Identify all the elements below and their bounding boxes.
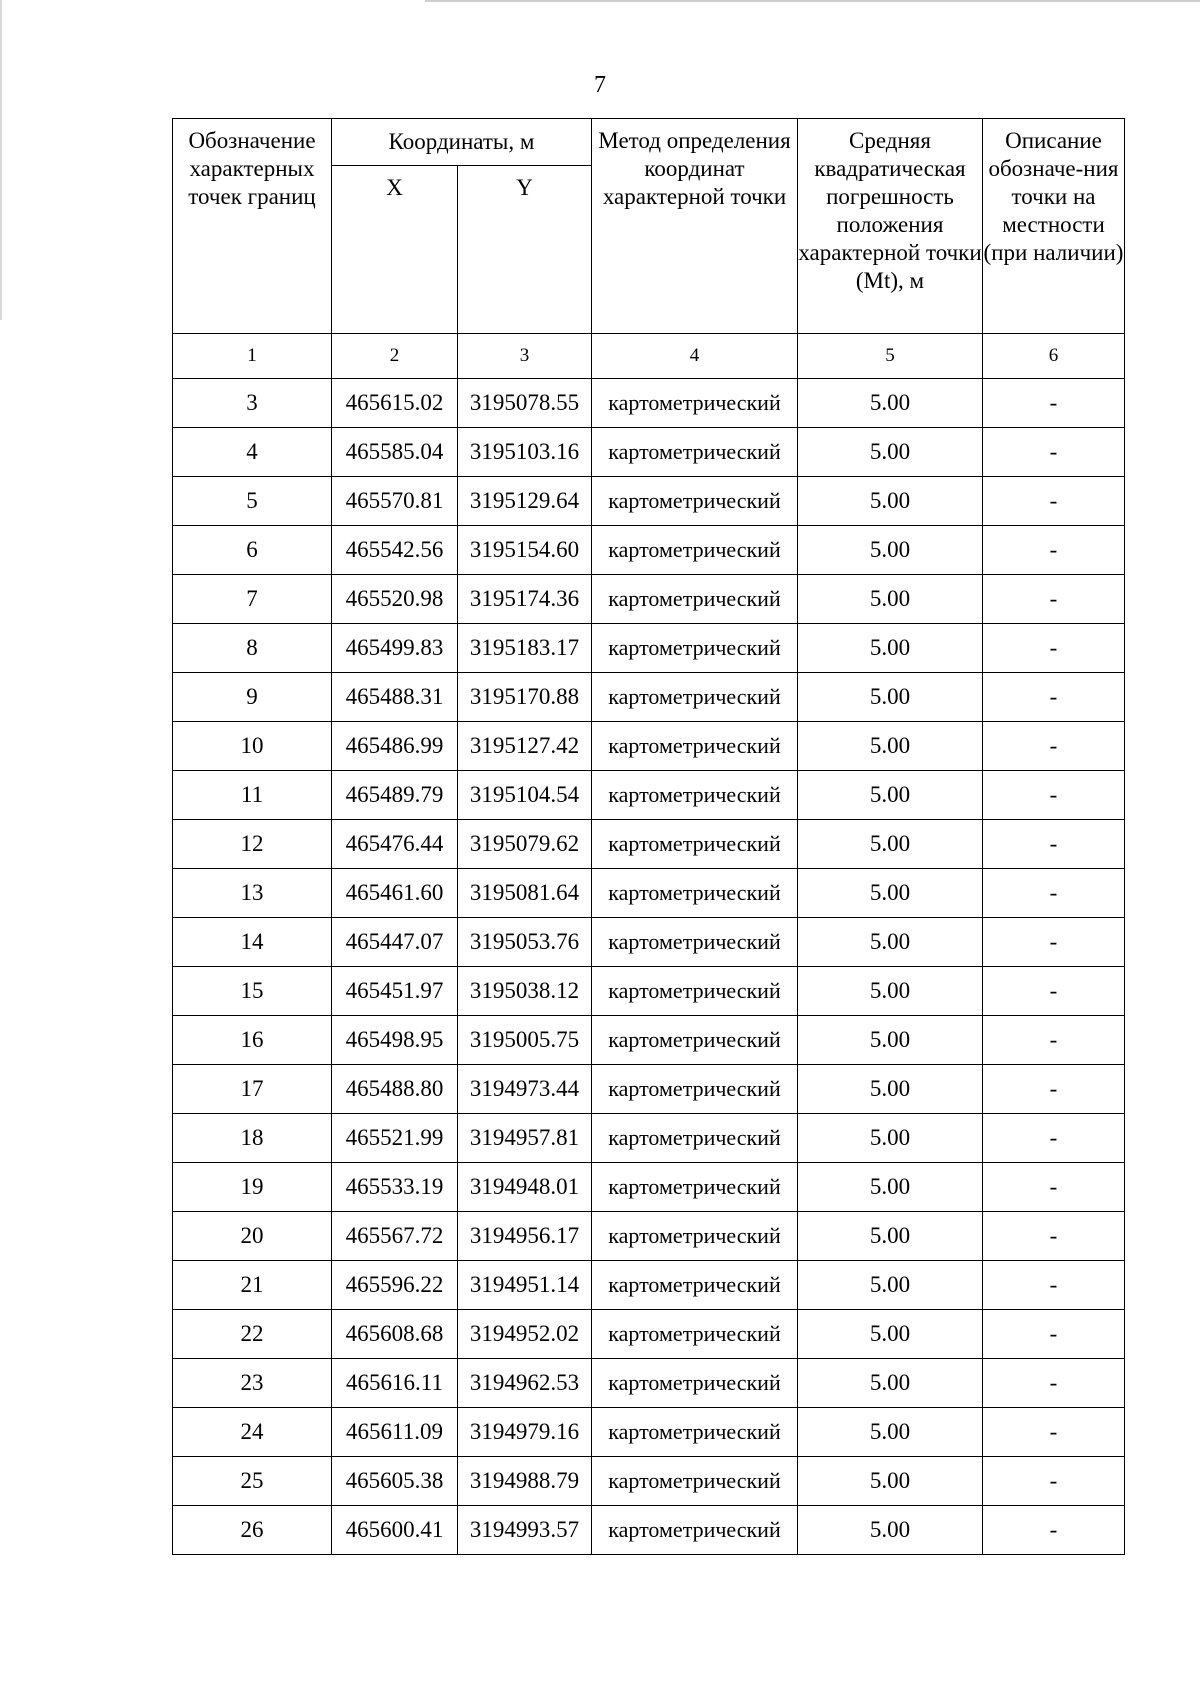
method-cell: картометрический [592,673,798,722]
scan-edge-top [425,0,1200,2]
x-cell: 465520.98 [332,575,458,624]
description-cell: - [983,820,1125,869]
table-row [173,1310,1125,1359]
method-cell: картометрический [592,1114,798,1163]
description-cell: - [983,1114,1125,1163]
error-cell: 5.00 [798,1016,983,1065]
header-method: Метод определения координат характерной точки [592,119,798,334]
error-cell: 5.00 [798,771,983,820]
y-cell: 3195103.16 [458,428,592,477]
table-row [173,820,1125,869]
x-cell: 465608.68 [332,1310,458,1359]
table-row [173,1065,1125,1114]
x-cell: 465486.99 [332,722,458,771]
error-cell: 5.00 [798,967,983,1016]
table-row [173,1163,1125,1212]
x-cell: 465476.44 [332,820,458,869]
error-cell: 5.00 [798,820,983,869]
x-cell: 465616.11 [332,1359,458,1408]
description-cell: - [983,918,1125,967]
description-cell: - [983,967,1125,1016]
x-cell: 465489.79 [332,771,458,820]
table-row [173,1359,1125,1408]
error-cell: 5.00 [798,1114,983,1163]
header-x: X [332,166,458,334]
error-cell: 5.00 [798,722,983,771]
column-number: 6 [983,334,1125,379]
table-row [173,1408,1125,1457]
method-cell: картометрический [592,526,798,575]
x-cell: 465605.38 [332,1457,458,1506]
x-cell: 465533.19 [332,1163,458,1212]
point-cell: 24 [173,1408,332,1457]
method-cell: картометрический [592,869,798,918]
error-cell: 5.00 [798,1065,983,1114]
table-row [173,967,1125,1016]
description-cell: - [983,1016,1125,1065]
x-cell: 465596.22 [332,1261,458,1310]
x-cell: 465499.83 [332,624,458,673]
point-cell: 6 [173,526,332,575]
error-cell: 5.00 [798,477,983,526]
method-cell: картометрический [592,771,798,820]
error-cell: 5.00 [798,1506,983,1555]
point-cell: 11 [173,771,332,820]
method-cell: картометрический [592,1261,798,1310]
error-cell: 5.00 [798,1408,983,1457]
description-cell: - [983,428,1125,477]
y-cell: 3195005.75 [458,1016,592,1065]
point-cell: 18 [173,1114,332,1163]
point-cell: 10 [173,722,332,771]
column-number: 3 [458,334,592,379]
point-cell: 7 [173,575,332,624]
point-cell: 17 [173,1065,332,1114]
table-row [173,575,1125,624]
error-cell: 5.00 [798,1163,983,1212]
point-cell: 5 [173,477,332,526]
table-row [173,1261,1125,1310]
header-description: Описание обозначе-ния точки на местности (при наличии) [983,119,1125,334]
y-cell: 3194948.01 [458,1163,592,1212]
table-row [173,1506,1125,1555]
method-cell: картометрический [592,624,798,673]
x-cell: 465447.07 [332,918,458,967]
point-cell: 25 [173,1457,332,1506]
method-cell: картометрический [592,1163,798,1212]
point-cell: 21 [173,1261,332,1310]
method-cell: картометрический [592,1212,798,1261]
y-cell: 3194979.16 [458,1408,592,1457]
error-cell: 5.00 [798,624,983,673]
method-cell: картометрический [592,1408,798,1457]
table-row [173,379,1125,428]
y-cell: 3195127.42 [458,722,592,771]
table-row [173,918,1125,967]
method-cell: картометрический [592,967,798,1016]
point-cell: 19 [173,1163,332,1212]
point-cell: 8 [173,624,332,673]
x-cell: 465585.04 [332,428,458,477]
point-cell: 20 [173,1212,332,1261]
point-cell: 4 [173,428,332,477]
description-cell: - [983,477,1125,526]
x-cell: 465488.31 [332,673,458,722]
point-cell: 23 [173,1359,332,1408]
point-cell: 13 [173,869,332,918]
y-cell: 3195053.76 [458,918,592,967]
x-cell: 465611.09 [332,1408,458,1457]
error-cell: 5.00 [798,575,983,624]
description-cell: - [983,1261,1125,1310]
y-cell: 3194952.02 [458,1310,592,1359]
error-cell: 5.00 [798,1359,983,1408]
description-cell: - [983,673,1125,722]
description-cell: - [983,1065,1125,1114]
table-row [173,624,1125,673]
column-number: 5 [798,334,983,379]
scan-edge-left [0,0,2,320]
y-cell: 3195129.64 [458,477,592,526]
point-cell: 3 [173,379,332,428]
header-error: Средняя квадратическая погрешность положения характерной точки (Mt), м [798,119,983,334]
x-cell: 465542.56 [332,526,458,575]
table-row [173,428,1125,477]
error-cell: 5.00 [798,1261,983,1310]
x-cell: 465461.60 [332,869,458,918]
y-cell: 3194973.44 [458,1065,592,1114]
x-cell: 465615.02 [332,379,458,428]
table-row [173,722,1125,771]
header-point: Обозначение характерных точек границ [173,119,332,334]
method-cell: картометрический [592,477,798,526]
header-y: Y [458,166,592,334]
y-cell: 3195154.60 [458,526,592,575]
table-row [173,526,1125,575]
description-cell: - [983,1408,1125,1457]
error-cell: 5.00 [798,869,983,918]
y-cell: 3195104.54 [458,771,592,820]
x-cell: 465570.81 [332,477,458,526]
column-number: 2 [332,334,458,379]
error-cell: 5.00 [798,918,983,967]
table-row [173,477,1125,526]
description-cell: - [983,624,1125,673]
point-cell: 12 [173,820,332,869]
method-cell: картометрический [592,1310,798,1359]
method-cell: картометрический [592,820,798,869]
x-cell: 465488.80 [332,1065,458,1114]
description-cell: - [983,1310,1125,1359]
column-number: 4 [592,334,798,379]
table-row [173,673,1125,722]
header-coordinates: Координаты, м [332,119,592,166]
description-cell: - [983,771,1125,820]
method-cell: картометрический [592,1457,798,1506]
error-cell: 5.00 [798,1457,983,1506]
boundary-points-table [172,118,1125,1555]
table-body [173,379,1125,1555]
y-cell: 3195038.12 [458,967,592,1016]
description-cell: - [983,1163,1125,1212]
method-cell: картометрический [592,428,798,477]
x-cell: 465600.41 [332,1506,458,1555]
column-number-row [173,334,1125,379]
description-cell: - [983,379,1125,428]
error-cell: 5.00 [798,428,983,477]
x-cell: 465521.99 [332,1114,458,1163]
method-cell: картометрический [592,1359,798,1408]
x-cell: 465498.95 [332,1016,458,1065]
table-row [173,771,1125,820]
table-row [173,869,1125,918]
point-cell: 14 [173,918,332,967]
error-cell: 5.00 [798,526,983,575]
method-cell: картометрический [592,1065,798,1114]
table-row [173,1114,1125,1163]
y-cell: 3195170.88 [458,673,592,722]
y-cell: 3195183.17 [458,624,592,673]
point-cell: 9 [173,673,332,722]
point-cell: 15 [173,967,332,1016]
y-cell: 3194957.81 [458,1114,592,1163]
point-cell: 22 [173,1310,332,1359]
method-cell: картометрический [592,575,798,624]
x-cell: 465567.72 [332,1212,458,1261]
y-cell: 3195078.55 [458,379,592,428]
method-cell: картометрический [592,918,798,967]
method-cell: картометрический [592,1016,798,1065]
error-cell: 5.00 [798,1310,983,1359]
description-cell: - [983,526,1125,575]
error-cell: 5.00 [798,1212,983,1261]
method-cell: картометрический [592,379,798,428]
x-cell: 465451.97 [332,967,458,1016]
description-cell: - [983,1212,1125,1261]
description-cell: - [983,575,1125,624]
table-row [173,1457,1125,1506]
y-cell: 3194962.53 [458,1359,592,1408]
error-cell: 5.00 [798,379,983,428]
point-cell: 26 [173,1506,332,1555]
y-cell: 3194951.14 [458,1261,592,1310]
y-cell: 3194988.79 [458,1457,592,1506]
error-cell: 5.00 [798,673,983,722]
column-number: 1 [173,334,332,379]
y-cell: 3195079.62 [458,820,592,869]
table-row [173,1212,1125,1261]
method-cell: картометрический [592,1506,798,1555]
point-cell: 16 [173,1016,332,1065]
description-cell: - [983,1457,1125,1506]
y-cell: 3195174.36 [458,575,592,624]
description-cell: - [983,1506,1125,1555]
description-cell: - [983,722,1125,771]
description-cell: - [983,869,1125,918]
table-row [173,1016,1125,1065]
page-number: 7 [594,72,606,98]
y-cell: 3194956.17 [458,1212,592,1261]
description-cell: - [983,1359,1125,1408]
y-cell: 3195081.64 [458,869,592,918]
method-cell: картометрический [592,722,798,771]
y-cell: 3194993.57 [458,1506,592,1555]
